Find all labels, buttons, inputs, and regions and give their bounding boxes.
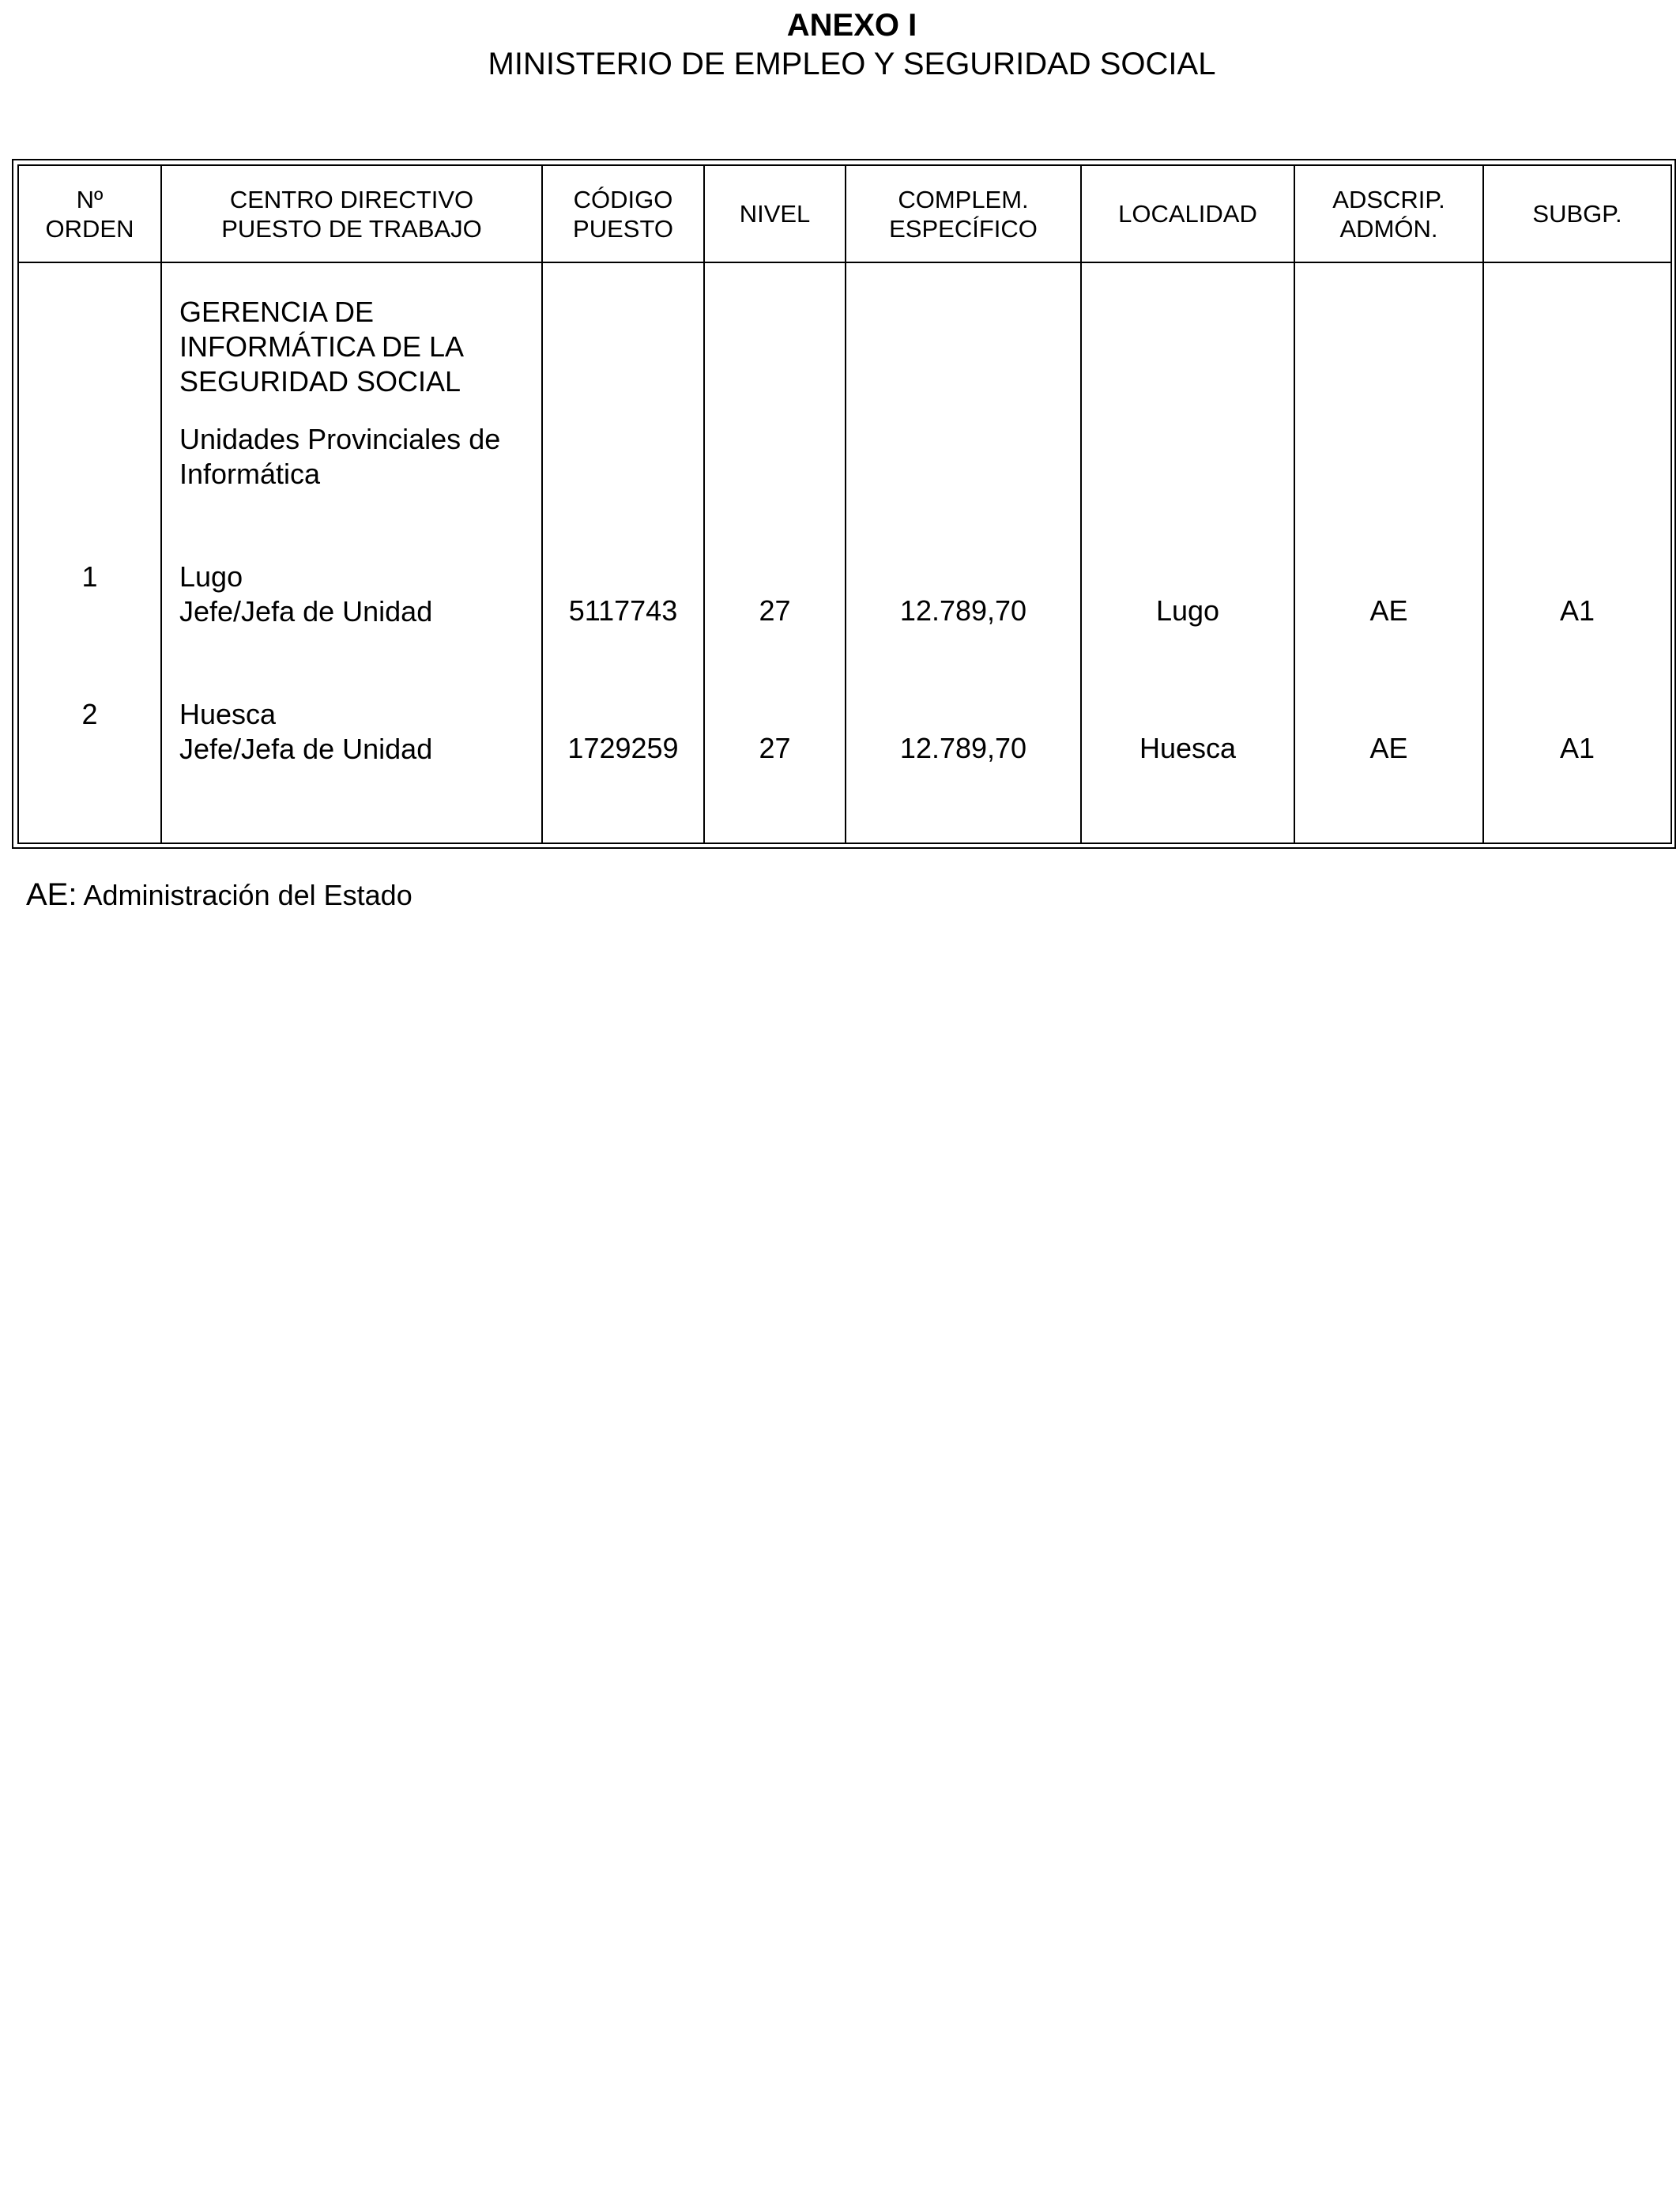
header-nivel: NIVEL: [704, 165, 846, 262]
nivel-2: 27: [759, 732, 791, 764]
annex-title: ANEXO I: [786, 8, 917, 43]
header-complemento: COMPLEM. ESPECÍFICO: [846, 165, 1081, 262]
col-nivel: [704, 262, 846, 843]
positions-table: [17, 164, 1672, 844]
header-subgrupo: SUBGP.: [1483, 165, 1671, 262]
document-heading: [0, 6, 1680, 84]
footnote-abbr: AE:: [26, 877, 77, 912]
table-header-row: [18, 165, 1671, 262]
header-localidad: LOCALIDAD: [1081, 165, 1294, 262]
col-localidad: [1081, 262, 1294, 843]
col-adscripcion: [1294, 262, 1483, 843]
complemento-2: 12.789,70: [899, 732, 1027, 764]
col-codigo-puesto: [542, 262, 704, 843]
orden-2: 2: [81, 698, 98, 730]
header-codigo-puesto: CÓDIGO PUESTO: [542, 165, 704, 262]
header-orden: Nº ORDEN: [18, 165, 161, 262]
subgrupo-2: A1: [1559, 732, 1595, 764]
adscripcion-1: AE: [1369, 594, 1408, 627]
orden-1: 1: [81, 560, 98, 593]
localidad-2: Huesca: [1139, 732, 1237, 764]
codigo-2: 1729259: [567, 732, 679, 764]
col-complemento: [846, 262, 1081, 843]
puesto-1: Lugo Jefe/Jefa de Unidad: [179, 560, 433, 628]
centro-directivo-name: GERENCIA DE INFORMÁTICA DE LA SEGURIDAD SOCIAL: [179, 296, 465, 398]
footnote-text: Administración del Estado: [77, 879, 412, 911]
ministry-title: MINISTERIO DE EMPLEO Y SEGURIDAD SOCIAL: [488, 47, 1216, 81]
nivel-1: 27: [759, 594, 791, 627]
col-subgrupo: [1483, 262, 1671, 843]
codigo-1: 5117743: [568, 594, 678, 627]
footnote: [26, 877, 412, 913]
positions-table-frame: [12, 159, 1676, 849]
localidad-1: Lugo: [1155, 594, 1220, 627]
header-centro-directivo: CENTRO DIRECTIVO PUESTO DE TRABAJO: [161, 165, 542, 262]
complemento-1: 12.789,70: [899, 594, 1027, 627]
adscripcion-2: AE: [1369, 732, 1408, 764]
subgrupo-1: A1: [1559, 594, 1595, 627]
unidad-name: Unidades Provinciales de Informática: [179, 423, 501, 490]
header-adscripcion: ADSCRIP. ADMÓN.: [1294, 165, 1483, 262]
table-body-row: [18, 262, 1671, 843]
puesto-2: Huesca Jefe/Jefa de Unidad: [179, 698, 433, 765]
col-centro-directivo: [161, 262, 542, 843]
col-orden: [18, 262, 161, 843]
